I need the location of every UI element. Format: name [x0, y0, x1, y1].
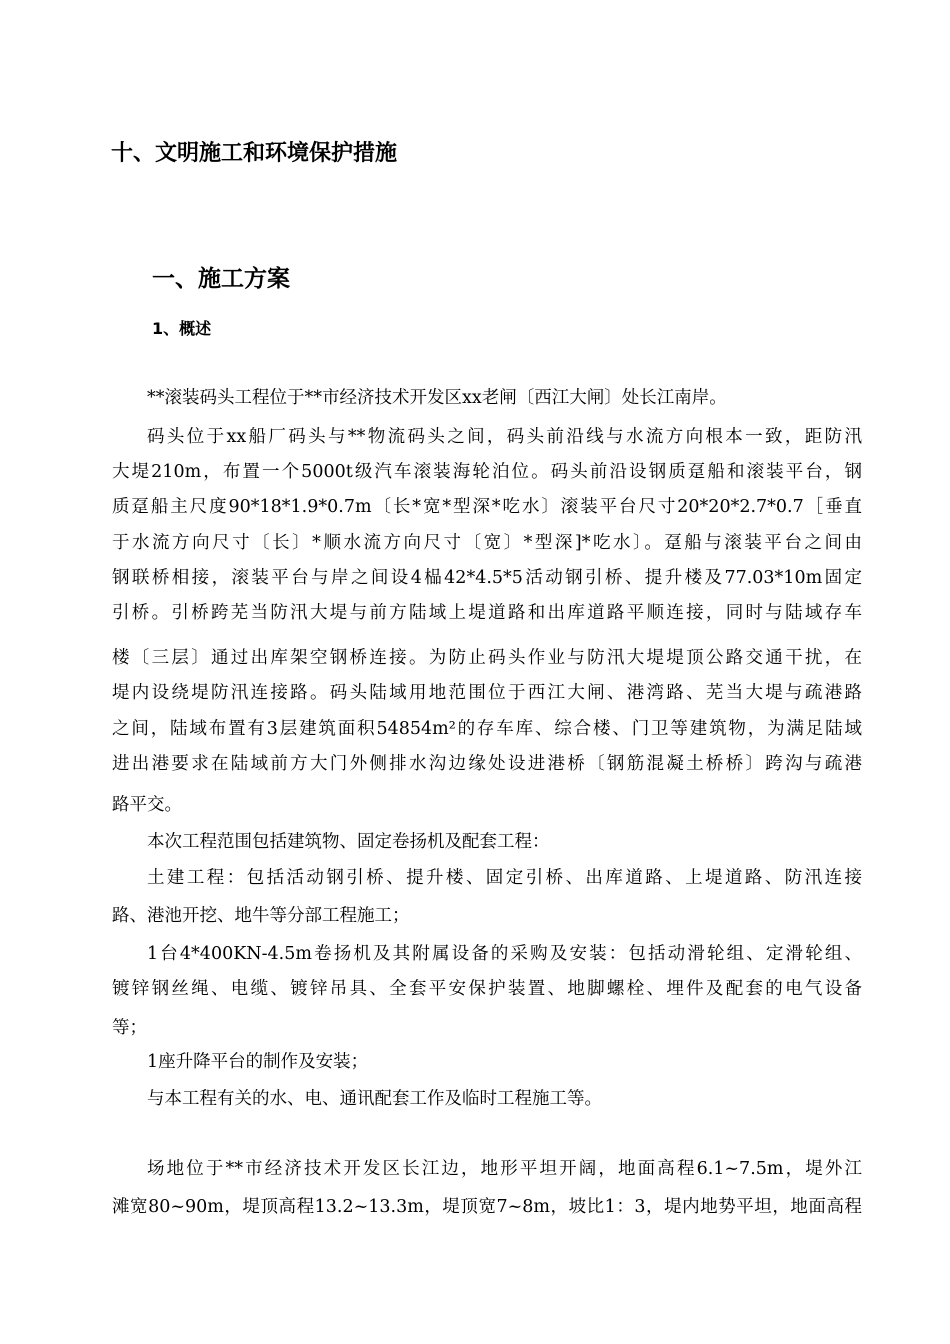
paragraph-line: 码头位于xx船厂码头与**物流码头之间，码头前沿线与水流方向根本一致，距防汛 [147, 427, 862, 447]
paragraph-line: 滩宽80~90m，堤顶高程13.2~13.3m，堤顶宽7~8m，坡比1：3，堤内地势平坦，地面高程 [112, 1197, 862, 1217]
paragraph-line: 镀锌钢丝绳、电缆、镀锌吊具、全套平安保护装置、地脚螺栓、埋件及配套的电气设备 [112, 979, 862, 999]
paragraph-line: 土建工程：包括活动钢引桥、提升楼、固定引桥、出库道路、上堤道路、防汛连接 [147, 868, 862, 888]
paragraph-line: 引桥。引桥跨芜当防汛大堤与前方陆域上堤道路和出库道路平顺连接，同时与陆域存车 [112, 603, 862, 623]
paragraph-line: 1台4*400KN-4.5m卷扬机及其附属设备的采购及安装：包括动滑轮组、定滑轮组、 [147, 944, 862, 964]
paragraph-line: 钢联桥相接，滚装平台与岸之间设4榀42*4.5*5活动钢引桥、提升楼及77.03*10m固定 [112, 568, 862, 588]
section-title: 一、施工方案 [152, 266, 290, 292]
paragraph-line: 与本工程有关的水、电、通讯配套工作及临时工程施工等。 [147, 1089, 602, 1109]
paragraph-line: 等； [112, 1018, 147, 1038]
subsection-title: 1、概述 [152, 319, 212, 338]
paragraph-line: 楼〔三层〕通过出库架空钢桥连接。为防止码头作业与防汛大堤堤顶公路交通干扰，在 [112, 648, 862, 668]
paragraph-line: 之间，陆域布置有3层建筑面积54854m²的存车库、综合楼、门卫等建筑物，为满足陆域 [112, 719, 862, 739]
paragraph-line: 路平交。 [112, 795, 182, 815]
paragraph-line: 本次工程范围包括建筑物、固定卷扬机及配套工程： [147, 832, 550, 852]
paragraph-line: 质趸船主尺度90*18*1.9*0.7m〔长*宽*型深*吃水〕滚装平台尺寸20*20*2.7*0.7［垂直 [112, 497, 862, 517]
paragraph-line: 堤内设绕堤防汛连接路。码头陆域用地范围位于西江大闸、港湾路、芜当大堤与疏港路 [112, 683, 862, 703]
paragraph-line: 场地位于**市经济技术开发区长江边，地形平坦开阔，地面高程6.1~7.5m，堤外江 [147, 1159, 862, 1179]
paragraph-line: **滚装码头工程位于**市经济技术开发区xx老闸〔西江大闸〕处长江南岸。 [147, 388, 727, 408]
paragraph-line: 大堤210m，布置一个5000t级汽车滚装海轮泊位。码头前沿设钢质趸船和滚装平台，钢 [112, 462, 862, 482]
main-title: 十、文明施工和环境保护措施 [111, 141, 398, 166]
paragraph-line: 于水流方向尺寸〔长〕*顺水流方向尺寸〔宽〕*型深]*吃水〕。趸船与滚装平台之间由 [112, 533, 862, 553]
paragraph-line: 1座升降平台的制作及安装； [147, 1052, 369, 1072]
paragraph-line: 进出港要求在陆域前方大门外侧排水沟边缘处设进港桥〔钢筋混凝土桥桥〕跨沟与疏港 [112, 754, 862, 774]
paragraph-line: 路、港池开挖、地牛等分部工程施工； [112, 906, 410, 926]
